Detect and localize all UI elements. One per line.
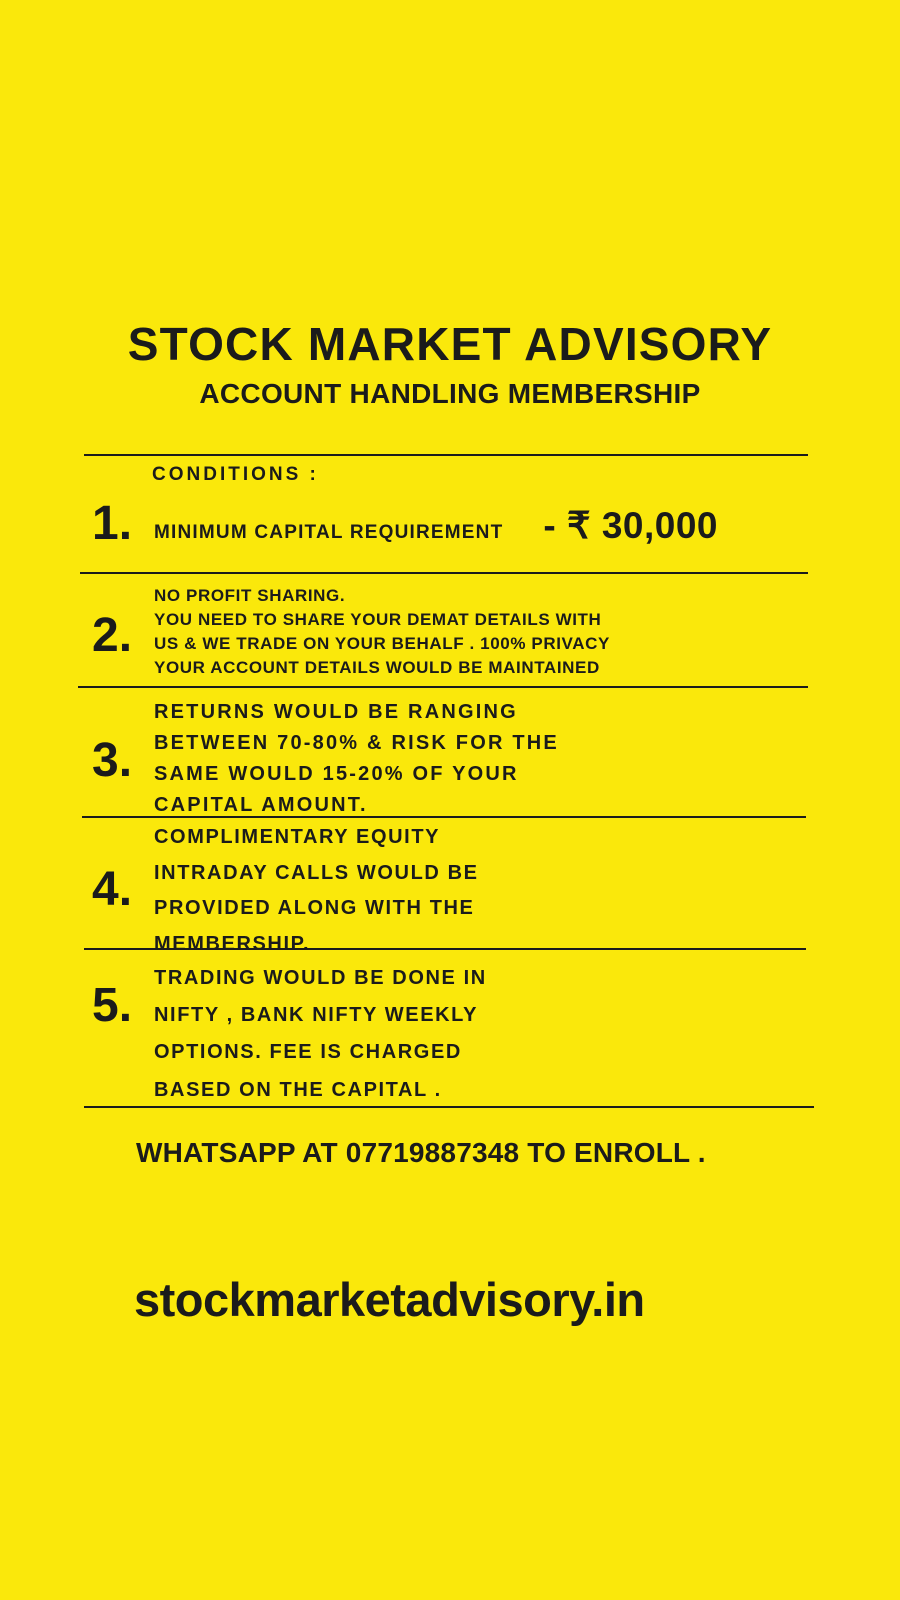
whatsapp-cta: WHATSAPP AT 07719887348 TO ENROLL . <box>136 1137 706 1168</box>
item-1-amount: - ₹ 30,000 <box>543 504 719 546</box>
item-3-line-3: SAME WOULD 15-20% OF YOUR <box>154 763 519 785</box>
item-3-line-4: CAPITAL AMOUNT. <box>154 794 368 816</box>
divider-1 <box>80 572 808 574</box>
item-2-line-3: US & WE TRADE ON YOUR BEHALF . 100% PRIVACY <box>154 634 610 654</box>
item-5-line-3: OPTIONS. FEE IS CHARGED <box>154 1041 462 1064</box>
divider-top <box>84 454 808 456</box>
item-2-line-4: YOUR ACCOUNT DETAILS WOULD BE MAINTAINED <box>154 658 600 678</box>
item-2-number: 2. <box>92 609 133 662</box>
condition-item-5 <box>92 958 487 1109</box>
item-5-body <box>154 958 487 1109</box>
item-3-body <box>154 695 559 821</box>
condition-item-2 <box>92 582 610 681</box>
item-1-text: MINIMUM CAPITAL REQUIREMENT <box>154 521 504 543</box>
item-5-number: 5. <box>92 979 133 1032</box>
item-5-line-2: NIFTY , BANK NIFTY WEEKLY <box>154 1004 479 1027</box>
item-4-line-3: PROVIDED ALONG WITH THE <box>154 897 475 920</box>
conditions-label: CONDITIONS : <box>152 464 319 485</box>
page-subtitle: ACCOUNT HANDLING MEMBERSHIP <box>199 378 701 410</box>
item-2-line-2: YOU NEED TO SHARE YOUR DEMAT DETAILS WITH <box>154 610 602 630</box>
item-3-line-1: RETURNS WOULD BE RANGING <box>154 701 518 723</box>
item-3-number: 3. <box>92 734 133 787</box>
item-1-number: 1. <box>92 497 133 550</box>
item-4-line-1: COMPLIMENTARY EQUITY <box>154 826 441 848</box>
condition-item-1 <box>92 497 719 550</box>
item-3-line-2: BETWEEN 70-80% & RISK FOR THE <box>154 732 559 754</box>
page-title: STOCK MARKET ADVISORY <box>127 318 773 370</box>
item-4-body <box>154 818 479 962</box>
condition-item-3 <box>92 695 559 821</box>
item-4-line-4: MEMBERSHIP. <box>154 932 311 955</box>
item-5-line-1: TRADING WOULD BE DONE IN <box>154 967 487 989</box>
item-4-number: 4. <box>92 863 133 916</box>
divider-2 <box>78 686 808 688</box>
condition-item-4 <box>92 818 479 962</box>
item-5-line-4: BASED ON THE CAPITAL . <box>154 1078 442 1101</box>
item-2-line-1: NO PROFIT SHARING. <box>154 586 346 605</box>
item-4-line-2: INTRADAY CALLS WOULD BE <box>154 861 479 884</box>
item-2-body <box>154 582 610 681</box>
website-link[interactable]: stockmarketadvisory.in <box>134 1273 645 1326</box>
item-1-body <box>154 502 718 547</box>
title-block <box>0 320 900 410</box>
